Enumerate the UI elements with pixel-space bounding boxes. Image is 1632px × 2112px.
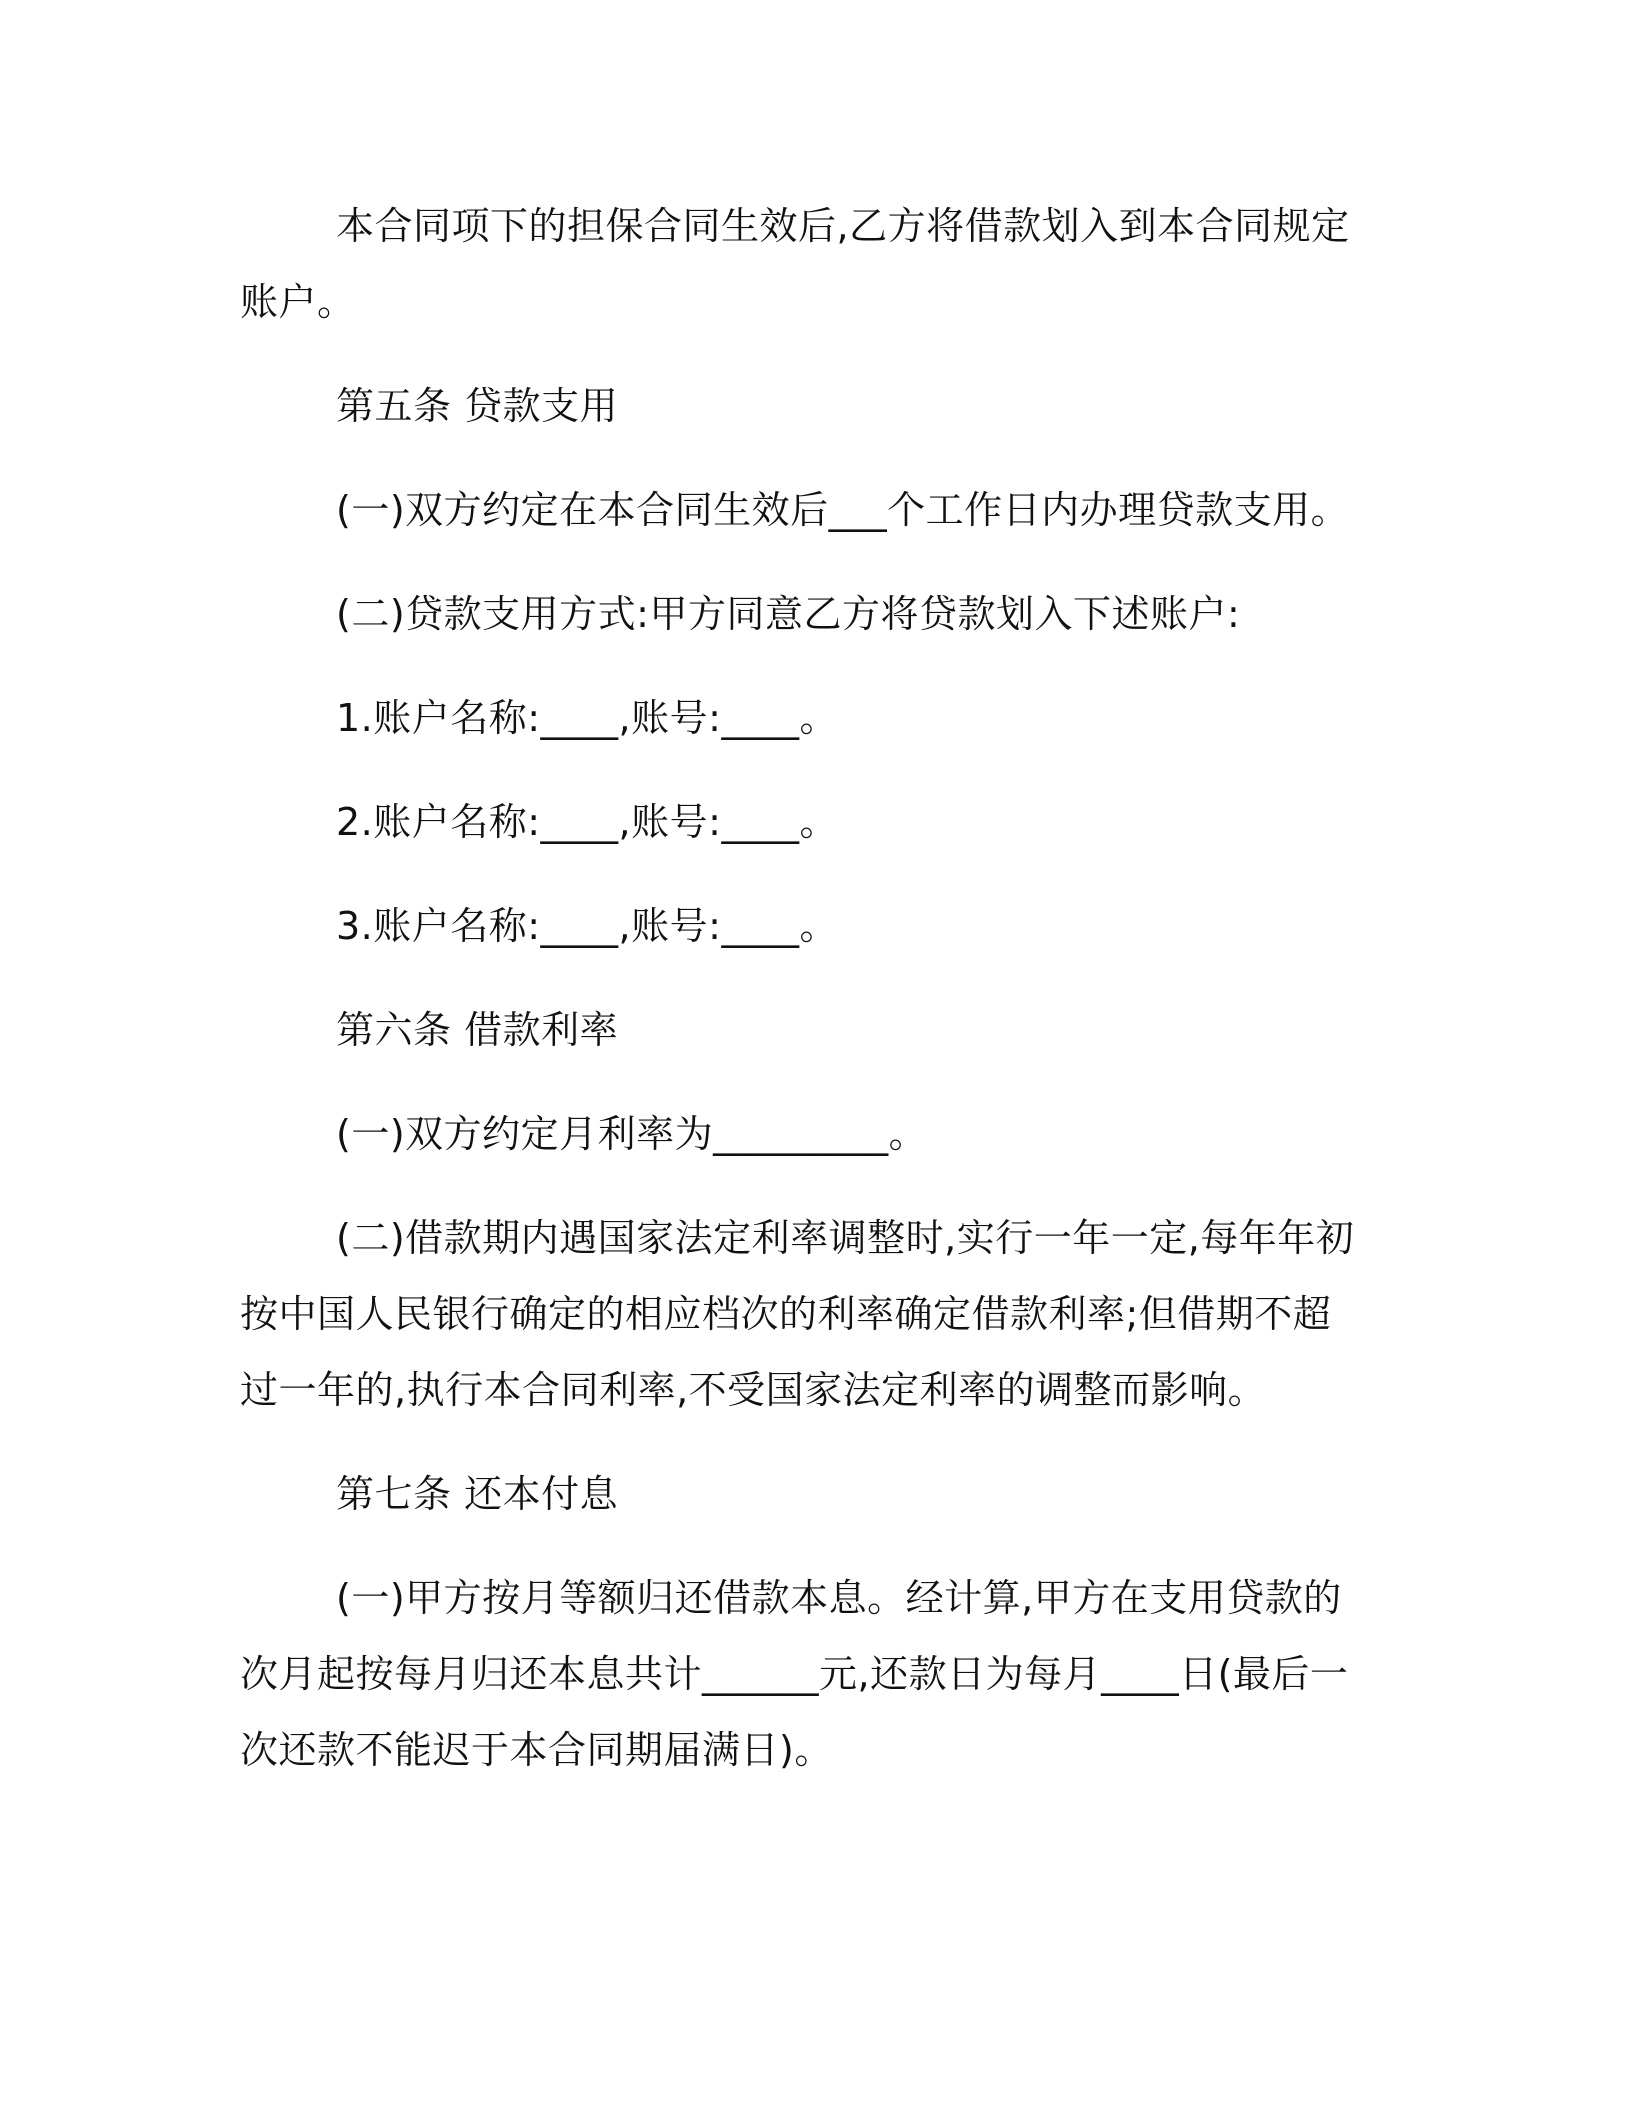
paragraph-rate-adjustment: (二)借款期内遇国家法定利率调整时,实行一年一定,每年年初按中国人民银行确定的相应档次的利率确定借款利率;但借期不超过一年的,执行本合同利率,不受国家法定利率的调整而影响。: [240, 1216, 1355, 1412]
paragraph-loan-drawdown-days: (一)双方约定在本合同生效后___个工作日内办理贷款支用。: [336, 488, 1350, 532]
paragraph-repayment: (一)甲方按月等额归还借款本息。经计算,甲方在支用贷款的次月起按每月归还本息共计______元,还款日为每月____日(最后一次还款不能迟于本合同期届满日)。: [240, 1576, 1349, 1772]
paragraph-drawdown-method: (二)贷款支用方式:甲方同意乙方将贷款划入下述账户:: [336, 592, 1241, 636]
article-6-heading: 第六条 借款利率: [336, 1008, 619, 1052]
contract-body: [240, 188, 1360, 1788]
paragraph-monthly-rate: (一)双方约定月利率为_________。: [336, 1112, 928, 1156]
paragraph-guarantee-effective: 本合同项下的担保合同生效后,乙方将借款划入到本合同规定账户。: [240, 204, 1350, 324]
account-line-3: 3.账户名称:____,账号:____。: [336, 904, 838, 948]
account-line-1: 1.账户名称:____,账号:____。: [336, 696, 838, 740]
account-line-2: 2.账户名称:____,账号:____。: [336, 800, 838, 844]
article-7-heading: 第七条 还本付息: [336, 1472, 619, 1516]
article-5-heading: 第五条 贷款支用: [336, 384, 619, 428]
